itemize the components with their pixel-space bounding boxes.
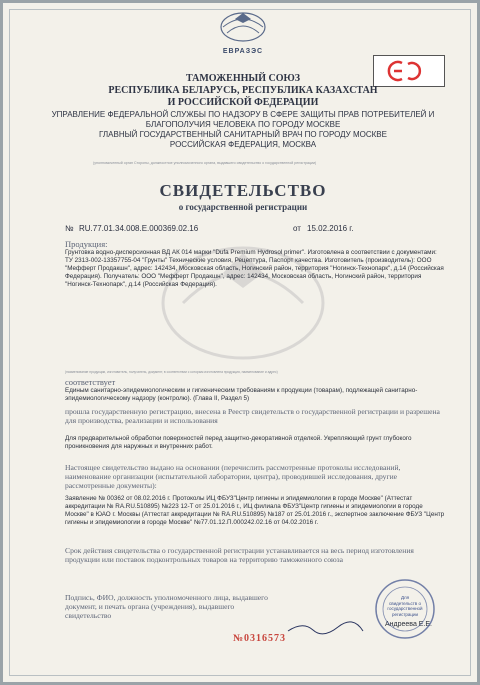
basis-detail: Заявление № 00362 от 08.02.2016 г. Протоколы ИЦ ФБУЗ"Центр гигиены и эпидемиологии в городе Москве" (Аттестат аккредитации № RA.RU.510895) №223 12-Т от 25.01.2016 г., ИЦ филиала ФБУЗ"Центр гигиены и эпидемиологии в городе Москве" в ЮАО г. Москвы (Аттестат аккредитации № RA.RU.510895) №187 от 25.01.2016 г., экспертное заключение ФБУЗ "Центр гигиены и эпидемиологии в городе Москве" №77.01.12.П.000242.02.16 от 04.02.2016 г.: [65, 495, 445, 526]
certificate-number-prefix: №: [65, 224, 74, 233]
union-line-1: ТАМОЖЕННЫЙ СОЮЗ: [185, 73, 301, 84]
signature-caption: Подпись, ФИО, должность уполномоченного лица, выдавшего документ, и печать органа (учреждения), выдавшего свидетельство: [65, 593, 268, 620]
certificate-title: СВИДЕТЕЛЬСТВО: [159, 181, 327, 200]
authority-line-3: ГЛАВНЫЙ ГОСУДАРСТВЕННЫЙ САНИТАРНЫЙ ВРАЧ ПО ГОРОДУ МОСКВЕ: [99, 130, 387, 139]
union-header: [3, 73, 480, 109]
authority-header: [3, 110, 480, 150]
certificate-date: 15.02.2016 г.: [307, 224, 354, 233]
stamp-label: Для свидетельств о государственной регистрации: [387, 595, 423, 617]
validity-text: Срок действия свидетельства о государственной регистрации устанавливается на весь период изготовления продукции или поставок подконтрольных товаров на территорию таможенного союза: [65, 546, 414, 564]
registered-text: прошла государственную регистрацию, внесена в Реестр свидетельств о государственной регистрации и разрешена для производства, реализации и использования: [65, 407, 440, 425]
certificate-subtitle: о государственной регистрации: [178, 202, 308, 212]
conforms-label: соответствует: [65, 377, 116, 387]
union-line-3: И РОССИЙСКОЙ ФЕДЕРАЦИИ: [167, 97, 319, 108]
logo-label: ЕВРАЗЭС: [222, 48, 264, 55]
authority-fine-note: (уполномоченный орган Стороны, должностное уполномоченного органа, выдавшего свидетельство о государственной регистрации): [93, 161, 317, 165]
usage-text: Для предварительной обработки поверхностей перед защитно-декоративной отделкой. Укрепляющий грунт глубокого проникновения для наружных и внутренних работ.: [65, 435, 412, 450]
serial-number: №0316573: [233, 633, 287, 644]
basis-text: Настоящее свидетельство выдано на основании (перечислить рассмотренные протоколы исследований, наименование организации (испытательной лаборатории, центра), проводившей исследования, другие рассмотренные документы):: [65, 463, 401, 490]
product-fine-note: (наименование продукции, изготовитель, получатель, документ, в соответствии с которым изготовлена продукция, наименование и адрес): [65, 370, 278, 374]
product-text: Грунтовка водно-дисперсионная ВД АК 014 марки "Dufa Premium Hydrosol primer". Изготовлена в соответствии с документами: ТУ 2313-002-13357755-04 "Грунты" Технические условия, Рецептура, Паспорт качества. Изготовитель (производитель): ООО "Мефферт Продакшн", адрес: 142434, Московская область, Ногинский район, территория "Ногинск-Технопарк", д.14 (Российская Федерация). Получатель: ООО "Мефферт Продакшн", адрес: 142434, Московская область, Ногинский район, территория "Ногинск-Технопарк", д.14 (Российская Федерация).: [65, 249, 444, 288]
authority-line-2: БЛАГОПОЛУЧИЯ ЧЕЛОВЕКА ПО ГОРОДУ МОСКВЕ: [145, 120, 341, 129]
product-label: Продукция:: [65, 239, 108, 249]
signer-name: Андреева Е.Е.: [385, 621, 433, 628]
conforms-text: Единым санитарно-эпидемиологическим и гигиеническим требованиям к продукции (товарам), подлежащей санитарно-эпидемиологическому надзору (контролю). (Глава II, Раздел 5): [65, 387, 418, 402]
authority-line-4: РОССИЙСКАЯ ФЕДЕРАЦИЯ, МОСКВА: [169, 140, 317, 149]
certificate-date-prefix: от: [293, 224, 301, 233]
eurasec-logo: [203, 9, 283, 53]
union-line-2: РЕСПУБЛИКА БЕЛАРУСЬ, РЕСПУБЛИКА КАЗАХСТАН: [108, 85, 378, 96]
authority-line-1: УПРАВЛЕНИЕ ФЕДЕРАЛЬНОЙ СЛУЖБЫ ПО НАДЗОРУ В СФЕРЕ ЗАЩИТЫ ПРАВ ПОТРЕБИТЕЛЕЙ И: [51, 110, 435, 119]
certificate-number: RU.77.01.34.008.Е.000369.02.16: [79, 224, 199, 233]
globe-eagle-icon: [213, 9, 273, 43]
official-stamp: [373, 577, 437, 641]
